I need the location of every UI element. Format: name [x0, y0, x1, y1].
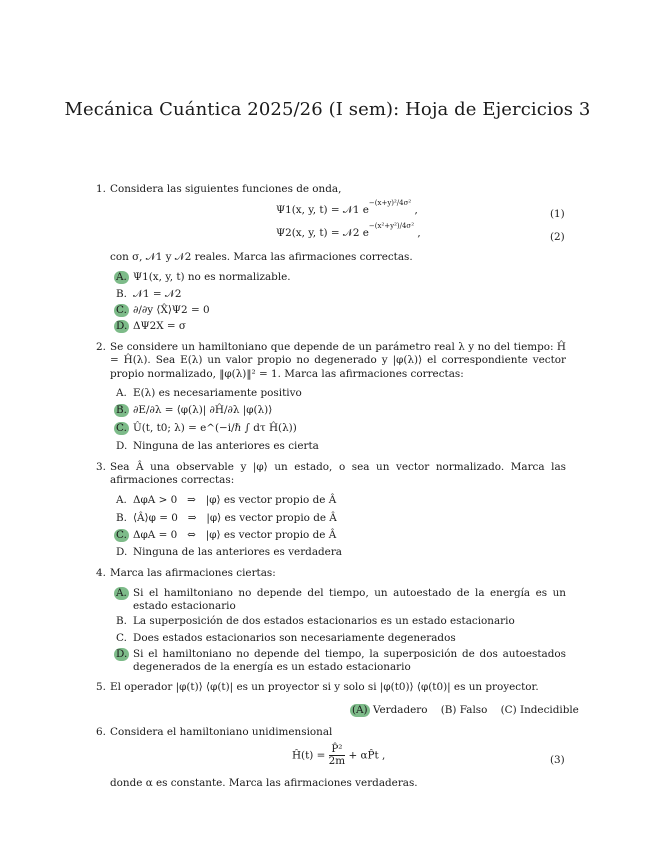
option-text: Indecidible: [519, 704, 579, 716]
question-4: [96, 567, 566, 580]
question-text: El operador |φ(t)⟩ ⟨φ(t)| es un proyector si y solo si |φ(t0)⟩ ⟨φ(t0)| es un proyector.: [110, 681, 539, 693]
option-5b[interactable]: [441, 704, 488, 716]
option-text: Si el hamiltoniano no depende del tiempo, un autoestado de la energía es un estado estacionario: [133, 587, 566, 613]
inline-options: [352, 704, 579, 717]
equation-exponent: −(x+y)²/4σ²: [368, 198, 412, 207]
option-5c[interactable]: [501, 704, 579, 716]
question-text: Sea Â una observable y |φ⟩ un estado, o sea un vector normalizado. Marca las afirmaciones correctas:: [110, 461, 566, 487]
question-6: [96, 726, 566, 739]
question-number: 2.: [96, 341, 106, 353]
option-text: Does estados estacionarios son necesariamente degenerados: [133, 632, 456, 644]
option-1d[interactable]: [116, 320, 566, 333]
option-label: D.: [116, 648, 128, 660]
option-text: La superposición de dos estados estacionarios es un estado estacionario: [133, 615, 515, 627]
question-number: 4.: [96, 567, 106, 579]
question-5: [96, 681, 566, 694]
option-label: B.: [116, 615, 127, 627]
option-label: D.: [116, 440, 128, 452]
page-title: Mecánica Cuántica 2025/26 (I sem): Hoja de Ejercicios 3: [64, 99, 591, 120]
equation-fraction: [329, 744, 345, 768]
option-label: A.: [116, 271, 127, 283]
option-label: A.: [116, 587, 127, 599]
option-3a[interactable]: [116, 494, 566, 507]
option-1b[interactable]: [116, 288, 566, 301]
option-5a[interactable]: [352, 704, 427, 716]
equation-exponent: −(x²+y²)/4σ²: [368, 221, 415, 230]
equation-3: [292, 744, 385, 768]
option-4a[interactable]: [116, 587, 566, 614]
equation-tail: ,: [411, 204, 418, 216]
option-label: B.: [116, 404, 127, 416]
equation-tail: ,: [414, 227, 421, 239]
option-4c[interactable]: [116, 632, 566, 645]
option-text: Û(t, t0; λ) = e^(−i/ℏ ∫ dτ Ĥ(λ)): [133, 422, 297, 434]
option-3c[interactable]: [116, 529, 566, 542]
option-label: C.: [116, 422, 127, 434]
option-text: ∂E/∂λ = ⟨φ(λ)| ∂Ĥ/∂λ |φ(λ)⟩: [133, 404, 273, 416]
question-number: 1.: [96, 183, 106, 195]
option-label: D.: [116, 320, 128, 332]
option-text: Ninguna de las anteriores es verdadera: [133, 546, 342, 558]
option-text: ∂/∂y ⟨X̂⟩Ψ2 = 0: [133, 304, 210, 316]
question-text: Considera las siguientes funciones de onda,: [110, 183, 342, 195]
option-text: Ninguna de las anteriores es cierta: [133, 440, 319, 452]
option-label: (A): [352, 704, 368, 716]
equation-rhs: + αP̂t ,: [348, 749, 386, 762]
option-text: Si el hamiltoniano no depende del tiempo, la superposición de dos autoestados degenerados de la energía es un estado estacionario: [133, 648, 566, 674]
equation-lhs: Ψ2(x, y, t) = 𝒩2 e: [276, 227, 369, 239]
option-label: A.: [116, 387, 127, 399]
option-text: ΔφA > 0 ⇒ |φ⟩ es vector propio de Â: [133, 494, 337, 506]
option-2a[interactable]: [116, 387, 566, 400]
option-label: C.: [116, 304, 127, 316]
option-text: E(λ) es necesariamente positivo: [133, 387, 302, 399]
question-number: 3.: [96, 461, 106, 473]
question-text: Se considere un hamiltoniano que depende de un parámetro real λ y no del tiempo: Ĥ = Ĥ(λ). Sea E(λ) un valor propio no degenerado y |φ(λ)⟩ el correspondiente vector propio normalizado, ‖φ(λ)‖² = 1. Marca las afirmaciones correctas:: [110, 341, 566, 380]
option-label: (C): [500, 704, 517, 716]
question-1: [96, 183, 566, 196]
equation-lhs: Ψ1(x, y, t) = 𝒩1 e: [276, 204, 369, 216]
option-text: ⟨Â⟩φ = 0 ⇒ |φ⟩ es vector propio de Â: [133, 512, 337, 524]
option-label: B.: [116, 512, 127, 524]
question-number: 6.: [96, 726, 106, 738]
option-label: C.: [116, 529, 127, 541]
fraction-denominator: 2m: [328, 755, 346, 768]
option-text: ΔΨ2X = σ: [133, 320, 187, 332]
question-3: [96, 461, 566, 488]
question-followup: donde α es constante. Marca las afirmaciones verdaderas.: [110, 777, 418, 789]
option-3d[interactable]: [116, 546, 566, 559]
option-2b[interactable]: [116, 404, 566, 417]
option-label: C.: [116, 632, 127, 644]
option-text: ΔφA = 0 ⇔ |φ⟩ es vector propio de Â: [133, 529, 337, 541]
question-text: Considera el hamiltoniano unidimensional: [110, 726, 333, 738]
option-text: Verdadero: [372, 704, 428, 716]
option-2c[interactable]: [116, 422, 566, 435]
equation-number-2: (2): [550, 231, 565, 243]
question-followup: con σ, 𝒩1 y 𝒩2 reales. Marca las afirmaciones correctas.: [110, 251, 413, 263]
option-label: B.: [116, 288, 127, 300]
option-label: (B): [440, 704, 457, 716]
option-3b[interactable]: [116, 512, 566, 525]
option-2d[interactable]: [116, 440, 566, 453]
option-1c[interactable]: [116, 304, 566, 317]
option-text: Ψ1(x, y, t) no es normalizable.: [133, 271, 291, 283]
option-text: Falso: [459, 704, 488, 716]
fraction-numerator: P̂²: [329, 744, 345, 756]
option-label: A.: [116, 494, 127, 506]
option-4d[interactable]: [116, 648, 566, 675]
equation-number-1: (1): [550, 208, 565, 220]
equation-number-3: (3): [550, 754, 565, 766]
option-label: D.: [116, 546, 128, 558]
option-1a[interactable]: [116, 271, 566, 284]
option-4b[interactable]: [116, 615, 566, 628]
equation-lhs: Ĥ(t) =: [292, 749, 326, 762]
question-text: Marca las afirmaciones ciertas:: [110, 567, 276, 579]
option-text: 𝒩1 = 𝒩2: [133, 288, 182, 300]
question-number: 5.: [96, 681, 106, 693]
question-2: [96, 341, 566, 381]
